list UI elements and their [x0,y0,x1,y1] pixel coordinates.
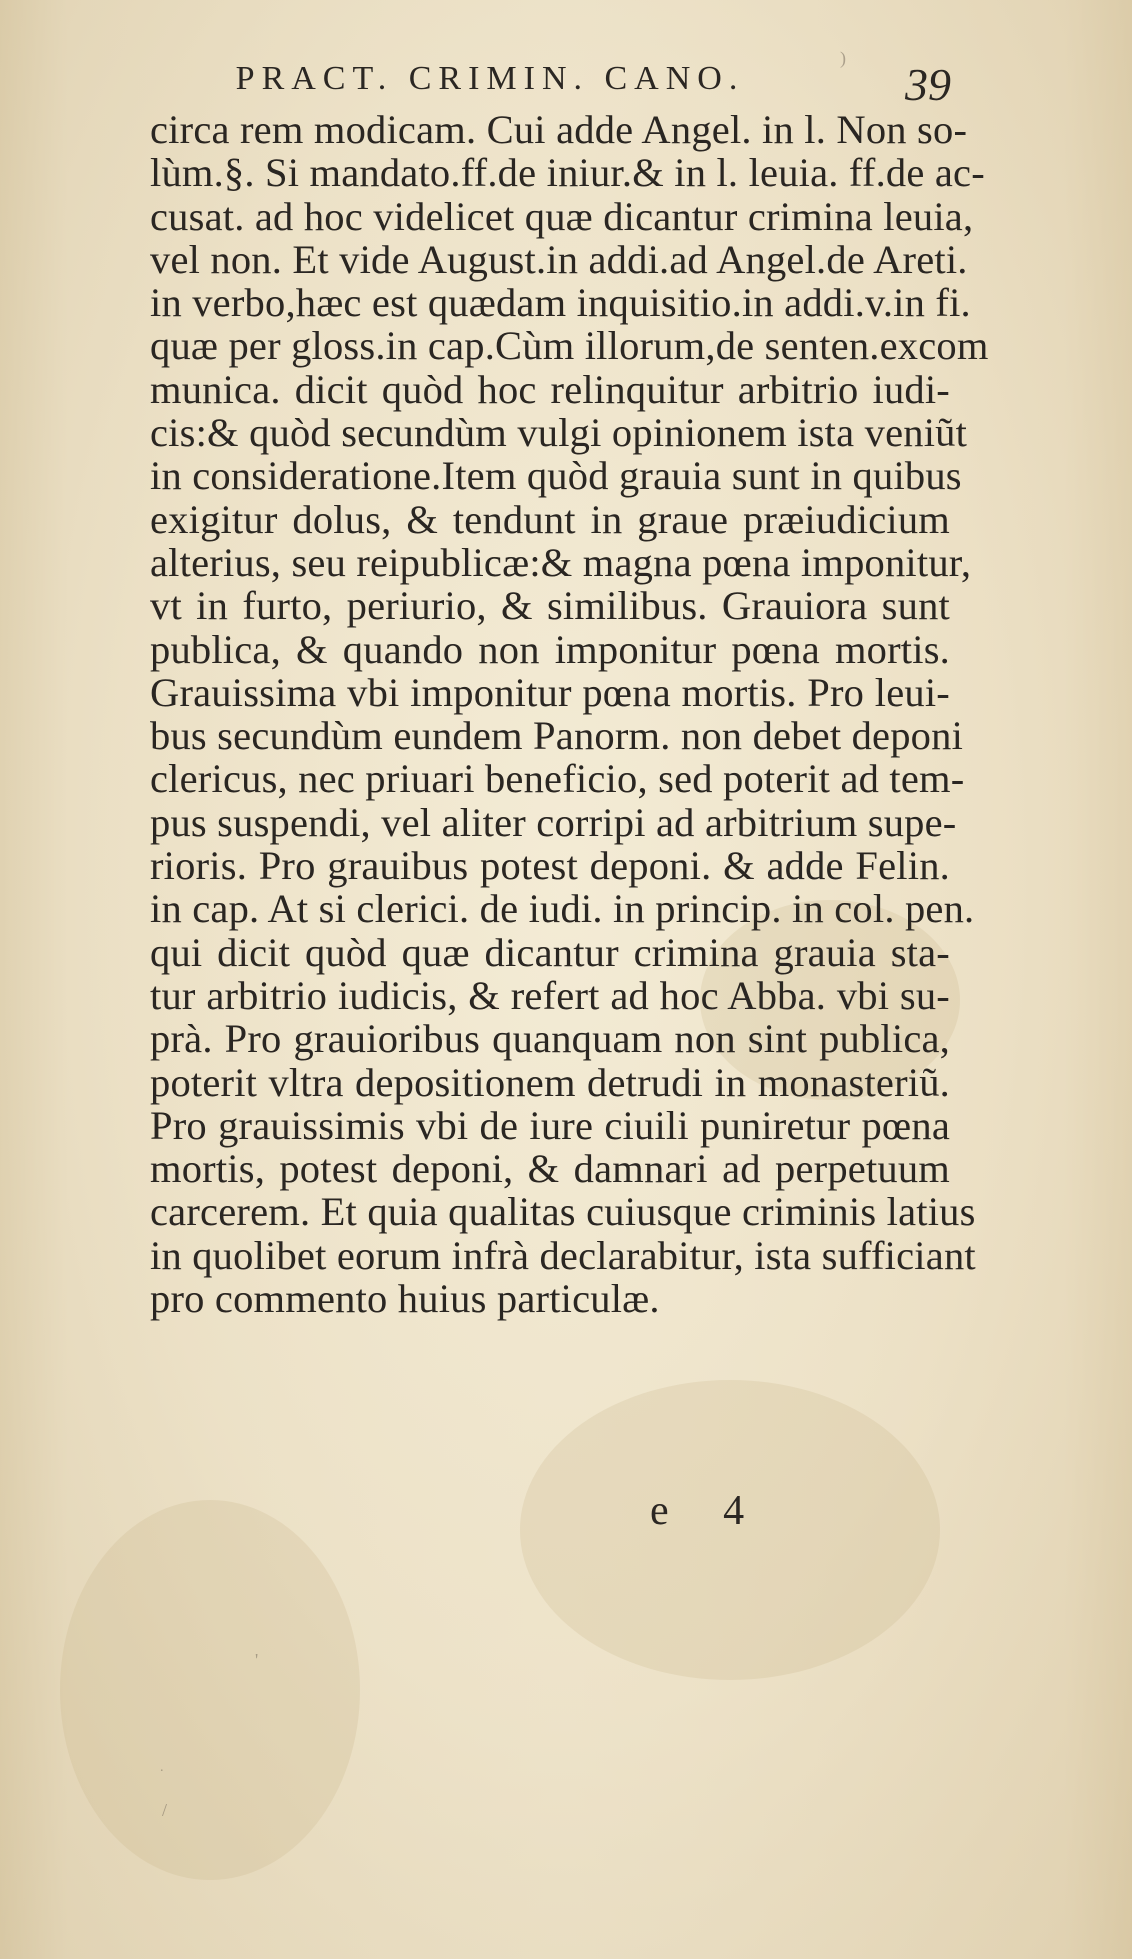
signature-mark: e 4 [650,1488,767,1534]
text-line: prà. Pro grauioribus quanquam non sint publica, [150,1016,950,1062]
text-line: carcerem. Et quia qualitas cuiusque criminis latius [150,1189,976,1235]
text-line: poterit vltra depositionem detrudi in monasteriũ. [150,1059,950,1105]
running-head: PRACT. CRIMIN. CANO. [235,60,745,97]
text-line: Pro grauissimis vbi de iure ciuili puniretur pœna [150,1102,950,1148]
pencil-mark: . [160,1760,164,1775]
text-line: mortis, potest deponi, & damnari ad perpetuum [150,1146,950,1192]
text-line: bus secundùm eundem Panorm. non debet deponi [150,713,964,759]
page-number: 39 [905,59,951,110]
text-line: pus suspendi, vel aliter corripi ad arbitrium supe- [150,799,957,845]
text-line: lùm.§. Si mandato.ff.de iniur.& in l. leuia. ff.de ac- [150,150,985,196]
text-line: in consideratione.Item quòd grauia sunt in quibus [150,453,962,499]
text-line: quæ per gloss.in cap.Cùm illorum,de senten.excom [150,323,989,369]
text-line: publica, & quando non imponitur pœna mortis. [150,626,950,672]
body-text [150,107,989,1322]
text-line: vt in furto, periurio, & similibus. Grauiora sunt [150,583,950,629]
text-line: exigitur dolus, & tendunt in graue præiudicium [150,496,950,542]
text-line: cis:& quòd secundùm vulgi opinionem ista veniũt [150,410,968,456]
text-line: cusat. ad hoc videlicet quæ dicantur crimina leuia, [150,193,974,239]
text-line: Grauissima vbi imponitur pœna mortis. Pro leui- [150,669,950,715]
text-line: alterius, seu reipublicæ:& magna pœna imponitur, [150,539,972,585]
pencil-mark: / [162,1800,168,1820]
text-line: circa rem modicam. Cui adde Angel. in l. Non so- [150,107,968,152]
text-line: qui dicit quòd quæ dicantur crimina grauia sta- [150,929,950,975]
text-line: in verbo,hæc est quædam inquisitio.in addi.v.in fi. [150,280,971,326]
text-line: munica. dicit quòd hoc relinquitur arbitrio iudi- [150,366,950,412]
paper-stain [60,1500,360,1880]
text-line: clericus, nec priuari beneficio, sed poterit ad tem- [150,756,965,802]
text-line: vel non. Et vide August.in addi.ad Angel.de Areti. [150,236,968,282]
pencil-mark: ) [840,48,846,68]
text-line: rioris. Pro grauibus potest deponi. & adde Felin. [150,843,950,889]
text-line: tur arbitrio iudicis, & refert ad hoc Abba. vbi su- [150,972,950,1018]
text-line: in quolibet eorum infrà declarabitur, ista sufficiant [150,1232,976,1278]
text-line: in cap. At si clerici. de iudi. in princip. in col. pen. [150,886,975,932]
text-line: pro commento huius particulæ. [150,1276,660,1322]
pencil-mark: ' [255,1650,259,1670]
